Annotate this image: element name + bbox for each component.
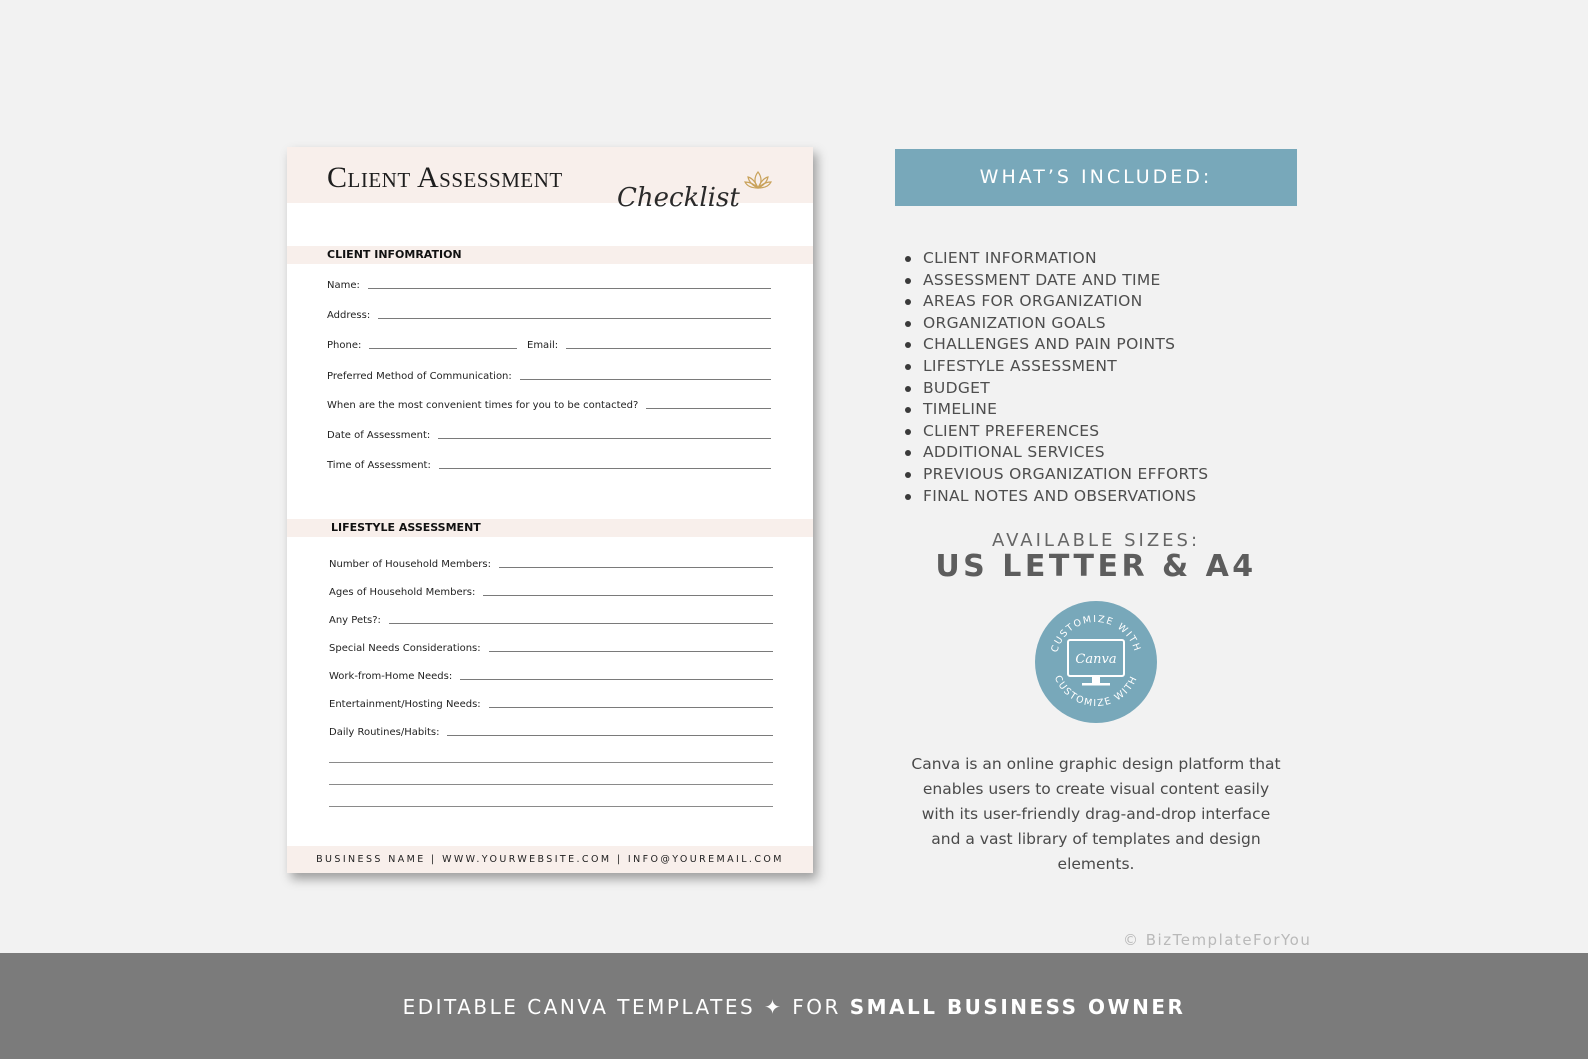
canva-description: Canva is an online graphic design platform that enables users to create visual content easily with its user-friendly drag-and-drop interface and a vast library of templates and design elements. [911,755,1281,873]
field-name-label: Name: [327,280,360,291]
list-item: ASSESSMENT DATE AND TIME [904,270,1208,292]
bottom-banner-bold: SMALL BUSINESS OWNER [849,995,1186,1019]
list-item: PREVIOUS ORGANIZATION EFFORTS [904,464,1208,486]
bottom-banner [0,953,1588,1059]
field-preferred-communication [327,371,771,382]
field-household-ages [329,587,773,598]
list-item: BUDGET [904,378,1208,400]
field-daily-routines [329,727,773,738]
list-item: ADDITIONAL SERVICES [904,442,1208,464]
list-item: CLIENT PREFERENCES [904,421,1208,443]
list-item: FINAL NOTES AND OBSERVATIONS [904,486,1208,508]
list-item: CLIENT INFORMATION [904,248,1208,270]
field-entertain-line [489,707,773,708]
field-household-label: Number of Household Members: [329,559,491,570]
whats-included-heading: WHAT’S INCLUDED: [979,166,1213,188]
list-item: LIFESTYLE ASSESSMENT [904,356,1208,378]
field-email-label: Email: [527,340,559,351]
field-household-members [329,559,773,570]
field-address [327,310,771,321]
field-time-label: Time of Assessment: [327,460,431,471]
document-footer-text: BUSINESS NAME | WWW.YOURWEBSITE.COM | INFO@YOUREMAIL.COM [316,854,784,865]
field-special-needs [329,643,773,654]
field-special-label: Special Needs Considerations: [329,643,481,654]
field-times-line [646,408,771,409]
list-item: CHALLENGES AND PAIN POINTS [904,334,1208,356]
document-title: Client Assessment [327,161,563,194]
bottom-banner-text [0,995,1588,1019]
badge-ring-text-bottom: CUSTOMIZE WITH [1051,673,1141,710]
field-routines-label: Daily Routines/Habits: [329,727,440,738]
client-info-heading: CLIENT INFOMRATION [327,248,462,261]
field-pets-label: Any Pets?: [329,615,381,626]
field-date-line [438,438,771,439]
field-times-label: When are the most convenient times for you to be contacted? [327,400,639,411]
field-contact-times [327,400,771,411]
lotus-icon [744,169,772,191]
field-entertainment [329,699,773,710]
blank-line [329,784,773,785]
list-item: AREAS FOR ORGANIZATION [904,291,1208,313]
copyright-text: © BizTemplateForYou [1123,931,1312,949]
field-special-line [489,651,773,652]
list-item: TIMELINE [904,399,1208,421]
field-email [527,340,771,351]
field-assessment-date [327,430,771,441]
field-routines-line [447,735,773,736]
field-email-line [566,348,771,349]
document-footer [287,846,813,873]
field-wfh-line [460,679,773,680]
field-address-label: Address: [327,310,371,321]
field-time-line [439,468,771,469]
document-subtitle-script: Checklist [617,183,740,213]
field-preferred-label: Preferred Method of Communication: [327,371,512,382]
included-list [904,248,1208,507]
bottom-banner-normal: EDITABLE CANVA TEMPLATES ✦ FOR [402,995,850,1019]
badge-brand: Canva [1075,652,1117,667]
blank-line [329,762,773,763]
badge-ring-text-top: CUSTOMIZE WITH [1049,613,1143,654]
field-entertain-label: Entertainment/Hosting Needs: [329,699,481,710]
whats-included-banner [895,149,1297,206]
document-preview [287,147,813,873]
field-household-line [499,567,773,568]
field-assessment-time [327,460,771,471]
field-date-label: Date of Assessment: [327,430,431,441]
field-preferred-line [520,379,771,380]
blank-line [329,806,773,807]
field-name-line [368,288,771,289]
field-phone-label: Phone: [327,340,362,351]
available-sizes-value: US LETTER & A4 [935,549,1257,584]
field-wfh-label: Work-from-Home Needs: [329,671,453,682]
lifestyle-heading: LIFESTYLE ASSESSMENT [331,521,481,534]
available-sizes-label: AVAILABLE SIZES: [991,530,1201,551]
field-ages-line [483,595,773,596]
field-pets-line [389,623,773,624]
field-address-line [378,318,771,319]
field-phone-line [369,348,517,349]
list-item: ORGANIZATION GOALS [904,313,1208,335]
field-phone [327,340,517,351]
canva-badge-icon [1034,600,1158,724]
field-ages-label: Ages of Household Members: [329,587,476,598]
field-pets [329,615,773,626]
field-work-from-home [329,671,773,682]
field-name [327,280,771,291]
